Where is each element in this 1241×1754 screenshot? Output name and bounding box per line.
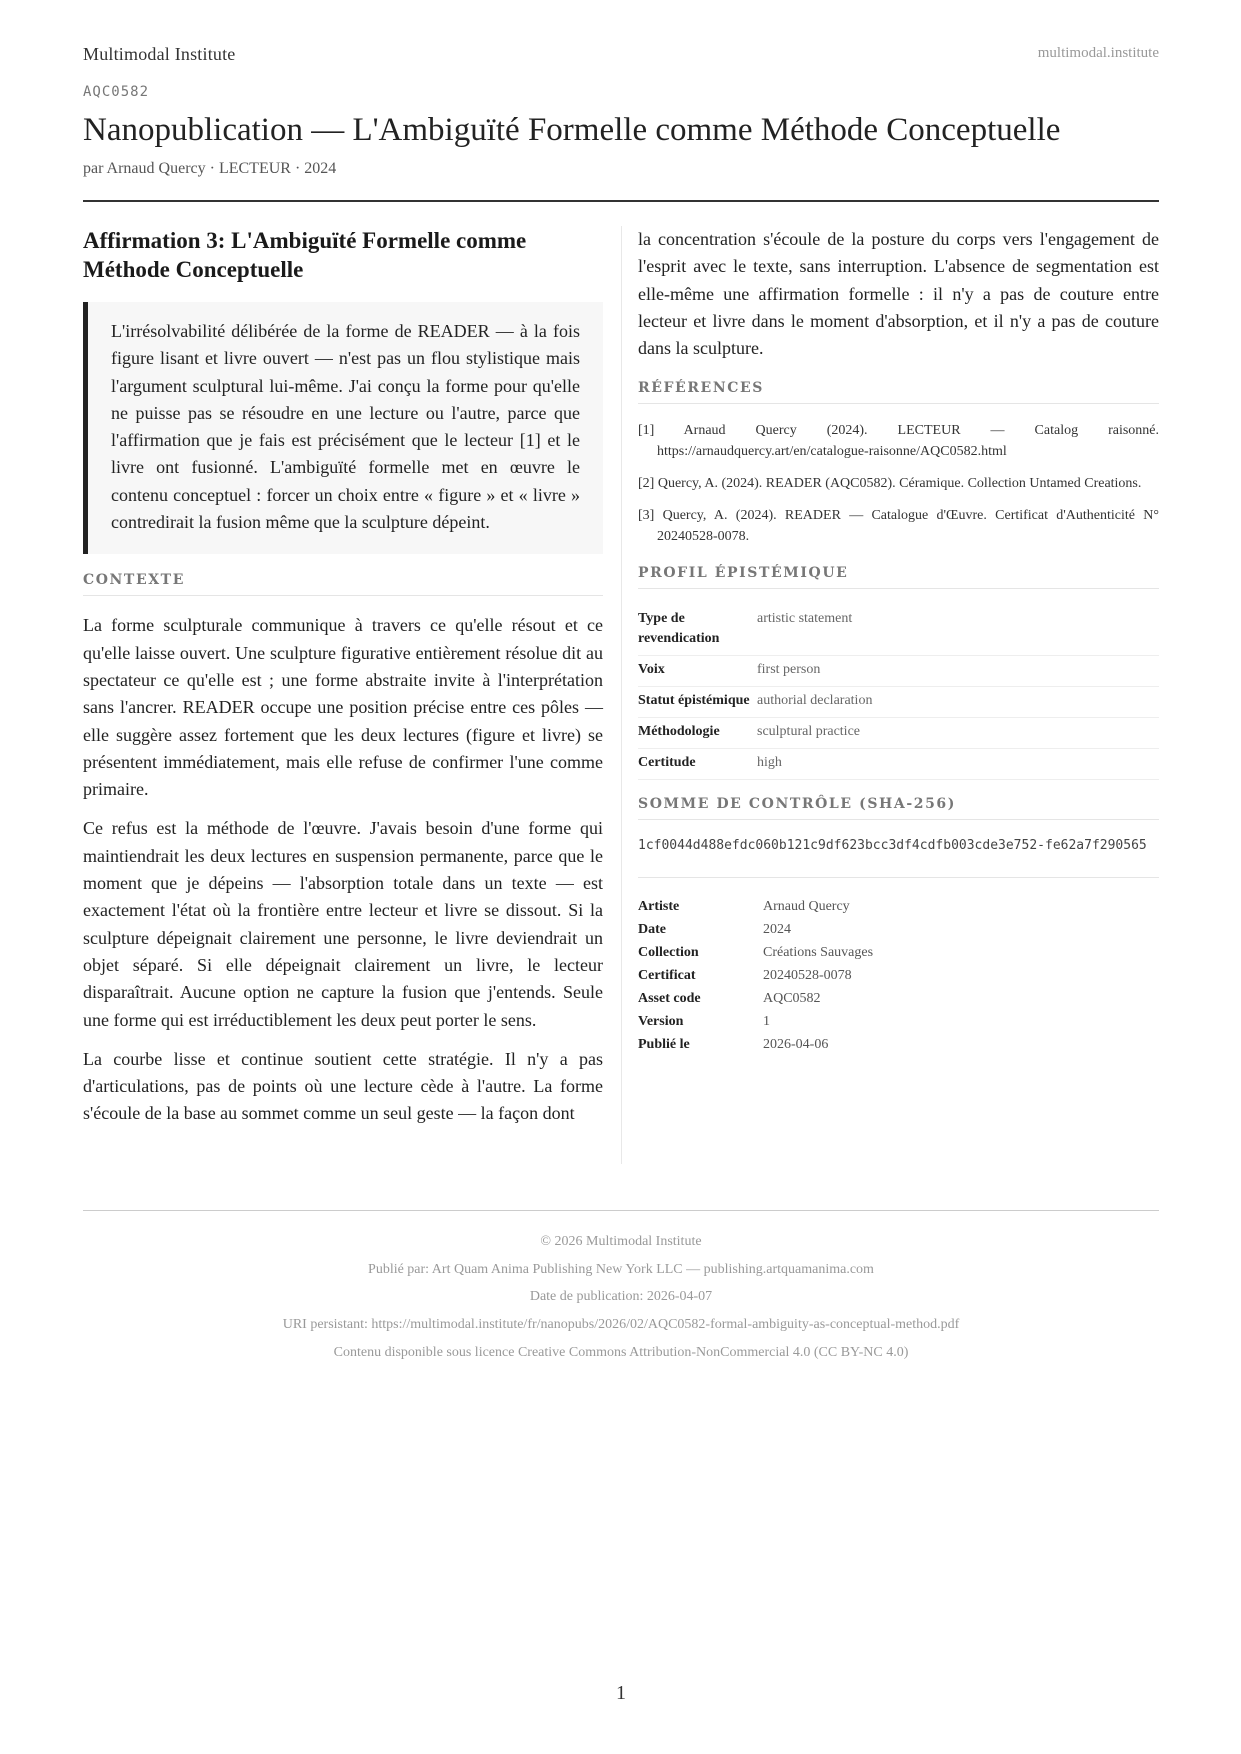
table-row xyxy=(638,919,1159,942)
institute-name: Multimodal Institute xyxy=(83,44,236,64)
footer-copyright: © 2026 Multimodal Institute xyxy=(540,1234,702,1249)
context-label: CONTEXTE xyxy=(83,572,603,596)
metadata-key: Collection xyxy=(638,945,699,961)
reference-item xyxy=(638,473,1159,494)
reference-text: Quercy, A. (2024). READER (AQC0582). Céramique. Collection Untamed Creations. xyxy=(657,476,1142,492)
reference-number: [1] xyxy=(638,423,655,439)
footer-license: Contenu disponible sous licence Creative Commons Attribution-NonCommercial 4.0 (CC BY-NC 4.0) xyxy=(333,1344,909,1360)
metadata-key: Publié le xyxy=(638,1037,690,1053)
page-footer xyxy=(83,1228,1159,1367)
page-number: 1 xyxy=(616,1682,626,1704)
context-paragraph: Ce refus est la méthode de l'œuvre. J'avais besoin d'une forme qui maintiendrait les deux lectures en suspension permanente, parce que le moment que je dépeins — l'absorption totale dans un texte — est exactement l'état où la frontière entre lecteur et livre se dissout. Si la sculpture dépeignait clairement une personne, le livre deviendrait un objet séparé. Si elle dépeignait clairement un livre, le lecteur disparaîtrait. Aucune option ne capture la fusion que j'entends. Seule une forme qui est irréductiblement les deux peut porter le sens. xyxy=(83,818,603,1030)
metadata-key: Artiste xyxy=(638,899,680,915)
reference-item xyxy=(638,505,1159,547)
header-divider xyxy=(83,200,1159,202)
left-column xyxy=(83,226,603,1128)
epistemic-value: sculptural practice xyxy=(757,718,1159,749)
table-row xyxy=(638,687,1159,718)
epistemic-label: PROFIL ÉPISTÉMIQUE xyxy=(638,565,1159,589)
table-row xyxy=(638,988,1159,1011)
byline: par Arnaud Quercy · LECTEUR · 2024 xyxy=(83,160,337,177)
footer-divider xyxy=(83,1210,1159,1211)
epistemic-table xyxy=(638,605,1159,780)
references-label: RÉFÉRENCES xyxy=(638,380,1159,404)
metadata-value: Créations Sauvages xyxy=(763,945,874,961)
metadata-value: 2024 xyxy=(763,922,791,938)
table-row xyxy=(638,896,1159,919)
references-list xyxy=(638,420,1159,547)
footer-uri: URI persistant: https://multimodal.institute/fr/nanopubs/2026/02/AQC0582-formal-ambiguity-as-conceptual-method.pdf xyxy=(282,1317,960,1333)
epistemic-key: Statut épistémique xyxy=(638,687,757,718)
table-row xyxy=(638,749,1159,780)
reference-number: [2] xyxy=(638,476,655,492)
epistemic-key: Voix xyxy=(638,656,757,687)
table-row xyxy=(638,718,1159,749)
table-row xyxy=(638,656,1159,687)
asset-code: AQC0582 xyxy=(83,84,150,100)
metadata-key: Date xyxy=(638,922,666,938)
epistemic-value: first person xyxy=(757,656,1159,687)
epistemic-key: Type de revendication xyxy=(638,605,757,656)
reference-item xyxy=(638,420,1159,462)
claim-quote: L'irrésolvabilité délibérée de la forme de READER — à la fois figure lisant et livre ouvert — n'est pas un flou stylistique mais l'argument sculptural lui-même. J'ai conçu la forme pour qu'elle ne puisse pas se résoudre en une lecture ou l'autre, parce que l'affirmation que je fais est précisément que le lecteur [1] et le livre ont fusionné. L'ambiguïté formelle met en œuvre le contenu conceptuel : forcer un choix entre « figure » et « livre » contredirait la fusion même que la sculpture dépeint. xyxy=(83,302,603,554)
reference-text: Quercy, A. (2024). READER — Catalogue d'Œuvre. Certificat d'Authenticité N° 20240528-0078. xyxy=(657,508,1159,545)
page-header xyxy=(83,44,1159,68)
metadata-key: Asset code xyxy=(638,991,701,1007)
metadata-key: Version xyxy=(638,1014,684,1030)
metadata-value: 20240528-0078 xyxy=(763,968,852,984)
column-divider xyxy=(621,226,622,1164)
epistemic-value: authorial declaration xyxy=(757,687,1159,718)
table-row xyxy=(638,965,1159,988)
metadata-value: AQC0582 xyxy=(763,991,821,1007)
metadata-table xyxy=(638,896,1159,1057)
reference-text: Arnaud Quercy (2024). LECTEUR — Catalog raisonné. https://arnaudquercy.art/en/catalogue-raisonne/AQC0582.html xyxy=(657,423,1159,460)
metadata-value: Arnaud Quercy xyxy=(763,899,850,915)
metadata-value: 2026-04-06 xyxy=(763,1037,829,1053)
table-row xyxy=(638,942,1159,965)
epistemic-value: high xyxy=(757,749,1159,780)
right-column xyxy=(638,226,1159,1057)
table-row xyxy=(638,1034,1159,1057)
context-paragraph: La courbe lisse et continue soutient cette stratégie. Il n'y a pas d'articulations, pas de points où une lecture cède à l'autre. La forme s'écoule de la base au sommet comme un seul geste — la façon dont xyxy=(83,1048,603,1124)
context-continuation: la concentration s'écoule de la posture du corps vers l'engagement de l'esprit avec le texte, sans interruption. L'absence de segmentation est elle-même une affirmation formelle : il n'y a pas de couture entre lecteur et livre dans le moment d'absorption, et il n'y a pas de couture dans la sculpture. xyxy=(638,229,1159,359)
page-title: Nanopublication — L'Ambiguïté Formelle comme Méthode Conceptuelle xyxy=(83,112,1061,148)
site-url: multimodal.institute xyxy=(1037,45,1159,61)
metadata-key: Certificat xyxy=(638,968,696,984)
footer-publisher: Publié par: Art Quam Anima Publishing New York LLC — publishing.artquamanima.com xyxy=(368,1261,874,1277)
table-row xyxy=(638,605,1159,656)
checksum-label: SOMME DE CONTRÔLE (SHA-256) xyxy=(638,796,1159,820)
epistemic-key: Méthodologie xyxy=(638,718,757,749)
metadata-value: 1 xyxy=(763,1014,770,1030)
claim-heading: Affirmation 3: L'Ambiguïté Formelle comme Méthode Conceptuelle xyxy=(83,228,527,282)
table-row xyxy=(638,1011,1159,1034)
epistemic-key: Certitude xyxy=(638,749,757,780)
epistemic-value: artistic statement xyxy=(757,605,1159,656)
footer-pub-date: Date de publication: 2026-04-07 xyxy=(529,1289,713,1305)
context-paragraph: La forme sculpturale communique à travers ce qu'elle résout et ce qu'elle laisse ouvert. Une sculpture figurative entièrement résolue dit au spectateur ce qu'elle est ; une forme abstraite invite à l'interprétation sans l'ancrer. READER occupe une position précise entre ces pôles — elle suggère assez fortement que les deux lectures (figure et livre) se présentent immédiatement, mais elle refuse de confirmer l'une comme primaire. xyxy=(83,615,603,800)
reference-number: [3] xyxy=(638,508,655,524)
checksum-value: 1cf0044d488efdc060b121c9df623bcc3df4cdfb003cde3e752-fe62a7f290565 xyxy=(638,836,1159,878)
